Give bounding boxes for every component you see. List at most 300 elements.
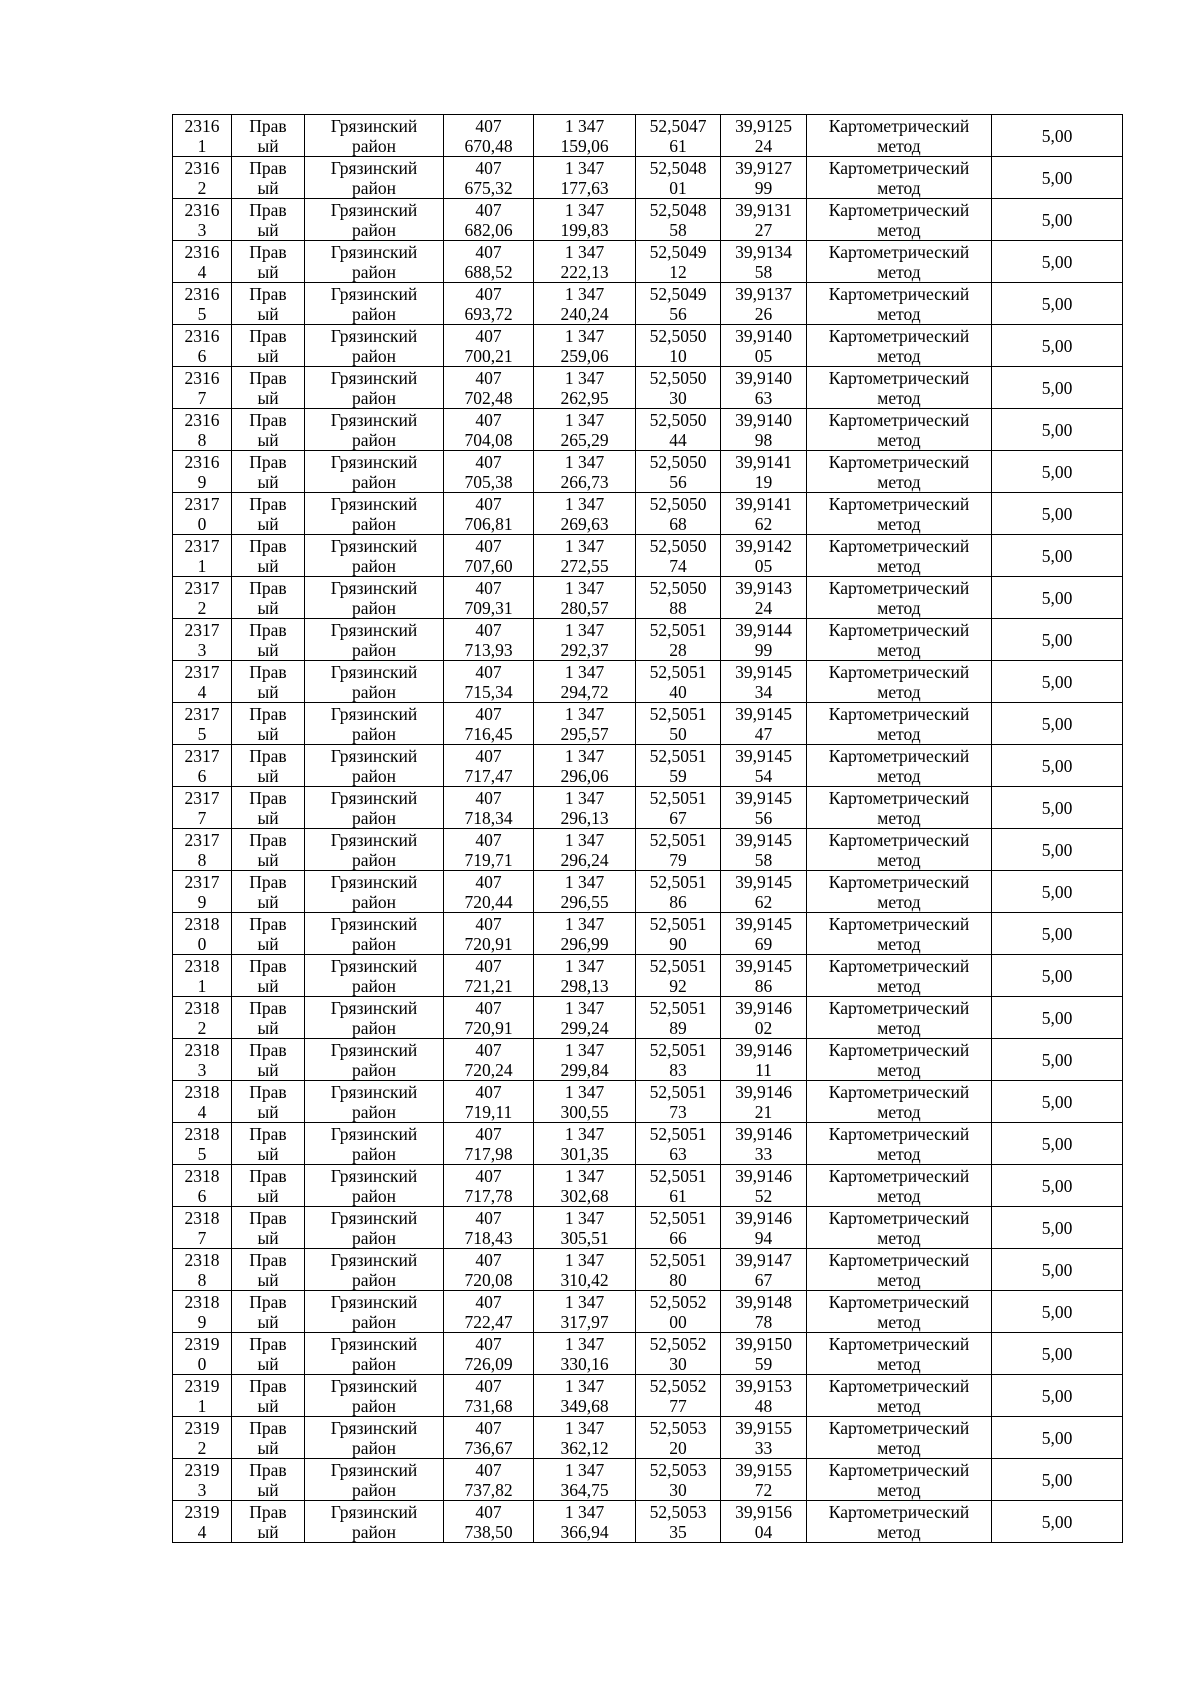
cell-y-coordinate-line: 1 347 bbox=[564, 325, 605, 346]
cell-method bbox=[807, 619, 992, 661]
cell-point-number-line: 2317 bbox=[184, 535, 220, 556]
cell-x-coordinate-line: 688,52 bbox=[464, 261, 513, 282]
cell-latitude-line: 83 bbox=[669, 1059, 687, 1080]
cell-latitude bbox=[636, 1375, 721, 1417]
cell-latitude-line: 61 bbox=[669, 1185, 687, 1206]
cell-x-coordinate bbox=[444, 703, 534, 745]
cell-longitude bbox=[721, 1459, 807, 1501]
table-row bbox=[173, 577, 1123, 619]
cell-x-coordinate-line: 407 bbox=[475, 1375, 502, 1396]
cell-accuracy: 5,00 bbox=[992, 829, 1123, 871]
cell-bank-side-line: ый bbox=[257, 261, 279, 282]
cell-y-coordinate bbox=[534, 1291, 636, 1333]
cell-longitude-line: 62 bbox=[754, 891, 773, 912]
cell-point-number-line: 2317 bbox=[184, 577, 220, 598]
cell-latitude-line: 52,5048 bbox=[649, 199, 707, 220]
cell-bank-side-line: ый bbox=[257, 723, 279, 744]
cell-latitude-line: 50 bbox=[669, 723, 687, 744]
cell-bank-side-line: Прав bbox=[249, 1039, 287, 1060]
cell-method-line: Картометрический bbox=[828, 745, 970, 766]
cell-latitude-line: 52,5051 bbox=[649, 787, 707, 808]
table-row bbox=[173, 451, 1123, 493]
cell-method-line: метод bbox=[877, 1353, 921, 1374]
cell-bank-side-line: ый bbox=[257, 933, 279, 954]
cell-point-number-line: 2316 bbox=[184, 199, 220, 220]
cell-district-line: район bbox=[352, 219, 396, 240]
cell-x-coordinate-line: 407 bbox=[475, 997, 502, 1018]
cell-x-coordinate bbox=[444, 661, 534, 703]
cell-district bbox=[305, 1081, 444, 1123]
cell-latitude-line: 52,5051 bbox=[649, 1207, 707, 1228]
cell-latitude bbox=[636, 787, 721, 829]
cell-method-line: Картометрический bbox=[828, 997, 970, 1018]
cell-y-coordinate-line: 296,13 bbox=[560, 807, 609, 828]
cell-longitude-line: 94 bbox=[754, 1227, 773, 1248]
cell-longitude-line: 39,9145 bbox=[735, 661, 792, 682]
cell-point-number bbox=[173, 451, 232, 493]
cell-x-coordinate-line: 719,71 bbox=[464, 849, 513, 870]
cell-method bbox=[807, 1165, 992, 1207]
cell-bank-side-line: ый bbox=[257, 975, 279, 996]
cell-y-coordinate-line: 1 347 bbox=[564, 703, 605, 724]
cell-x-coordinate bbox=[444, 1333, 534, 1375]
cell-x-coordinate-line: 720,44 bbox=[464, 891, 513, 912]
cell-longitude bbox=[721, 1501, 807, 1543]
cell-latitude-line: 52,5053 bbox=[649, 1501, 707, 1522]
cell-longitude-line: 39,9140 bbox=[735, 325, 792, 346]
cell-x-coordinate-line: 407 bbox=[475, 535, 502, 556]
cell-point-number-line: 2318 bbox=[184, 913, 220, 934]
cell-method-line: метод bbox=[877, 933, 921, 954]
cell-longitude bbox=[721, 829, 807, 871]
cell-bank-side bbox=[232, 703, 305, 745]
cell-district-line: Грязинский bbox=[330, 1501, 418, 1522]
cell-point-number-line: 2316 bbox=[184, 325, 220, 346]
cell-x-coordinate-line: 720,24 bbox=[464, 1059, 513, 1080]
cell-latitude-line: 52,5051 bbox=[649, 871, 707, 892]
cell-point-number bbox=[173, 115, 232, 157]
cell-longitude-line: 39,9145 bbox=[735, 871, 792, 892]
cell-y-coordinate-line: 1 347 bbox=[564, 199, 605, 220]
cell-district bbox=[305, 409, 444, 451]
cell-bank-side-line: ый bbox=[257, 1395, 279, 1416]
cell-y-coordinate-line: 1 347 bbox=[564, 283, 605, 304]
cell-bank-side-line: ый bbox=[257, 1143, 279, 1164]
table-row bbox=[173, 829, 1123, 871]
cell-x-coordinate bbox=[444, 115, 534, 157]
cell-accuracy: 5,00 bbox=[992, 367, 1123, 409]
cell-y-coordinate-line: 262,95 bbox=[560, 387, 609, 408]
cell-x-coordinate bbox=[444, 451, 534, 493]
cell-x-coordinate bbox=[444, 955, 534, 997]
cell-district-line: район bbox=[352, 429, 396, 450]
cell-bank-side bbox=[232, 829, 305, 871]
cell-point-number bbox=[173, 241, 232, 283]
cell-y-coordinate-line: 266,73 bbox=[560, 471, 609, 492]
cell-x-coordinate-line: 407 bbox=[475, 1291, 502, 1312]
cell-district-line: Грязинский bbox=[330, 1165, 418, 1186]
cell-method bbox=[807, 1207, 992, 1249]
cell-latitude-line: 52,5047 bbox=[649, 115, 707, 136]
cell-method-line: метод bbox=[877, 219, 921, 240]
cell-latitude bbox=[636, 409, 721, 451]
cell-longitude bbox=[721, 409, 807, 451]
cell-latitude-line: 66 bbox=[669, 1227, 687, 1248]
table-row bbox=[173, 535, 1123, 577]
cell-point-number-line: 2 bbox=[197, 177, 207, 198]
cell-y-coordinate-line: 299,24 bbox=[560, 1017, 609, 1038]
cell-district-line: Грязинский bbox=[330, 409, 418, 430]
cell-point-number-line: 1 bbox=[197, 555, 207, 576]
cell-longitude-line: 39,9146 bbox=[735, 1081, 792, 1102]
cell-bank-side-line: ый bbox=[257, 849, 279, 870]
cell-latitude bbox=[636, 1291, 721, 1333]
cell-x-coordinate bbox=[444, 997, 534, 1039]
cell-y-coordinate bbox=[534, 115, 636, 157]
cell-method-line: Картометрический bbox=[828, 661, 970, 682]
table-row bbox=[173, 997, 1123, 1039]
cell-method-line: Картометрический bbox=[828, 1207, 970, 1228]
cell-method-line: метод bbox=[877, 513, 921, 534]
cell-longitude-line: 39,9156 bbox=[735, 1501, 792, 1522]
cell-bank-side-line: ый bbox=[257, 597, 279, 618]
cell-y-coordinate-line: 199,83 bbox=[560, 219, 609, 240]
cell-y-coordinate-line: 1 347 bbox=[564, 1123, 605, 1144]
cell-point-number bbox=[173, 199, 232, 241]
cell-latitude-line: 52,5051 bbox=[649, 1165, 707, 1186]
cell-x-coordinate-line: 407 bbox=[475, 283, 502, 304]
cell-longitude-line: 98 bbox=[754, 429, 773, 450]
cell-bank-side bbox=[232, 493, 305, 535]
cell-y-coordinate-line: 296,55 bbox=[560, 891, 609, 912]
cell-point-number-line: 2319 bbox=[184, 1375, 220, 1396]
cell-method bbox=[807, 157, 992, 199]
cell-bank-side-line: ый bbox=[257, 1101, 279, 1122]
cell-y-coordinate-line: 1 347 bbox=[564, 1375, 605, 1396]
cell-longitude-line: 39,9125 bbox=[735, 115, 792, 136]
cell-bank-side bbox=[232, 367, 305, 409]
cell-district-line: район bbox=[352, 261, 396, 282]
cell-point-number-line: 2316 bbox=[184, 115, 220, 136]
cell-district-line: Грязинский bbox=[330, 199, 418, 220]
cell-x-coordinate-line: 726,09 bbox=[464, 1353, 513, 1374]
table-row bbox=[173, 283, 1123, 325]
cell-latitude-line: 79 bbox=[669, 849, 687, 870]
cell-bank-side-line: ый bbox=[257, 1521, 279, 1542]
cell-x-coordinate-line: 407 bbox=[475, 1417, 502, 1438]
cell-point-number-line: 9 bbox=[197, 891, 207, 912]
cell-accuracy: 5,00 bbox=[992, 1207, 1123, 1249]
cell-bank-side bbox=[232, 955, 305, 997]
cell-x-coordinate-line: 721,21 bbox=[464, 975, 513, 996]
cell-method-line: Картометрический bbox=[828, 619, 970, 640]
cell-longitude-line: 62 bbox=[754, 513, 773, 534]
cell-x-coordinate-line: 722,47 bbox=[464, 1311, 513, 1332]
cell-longitude bbox=[721, 703, 807, 745]
cell-latitude bbox=[636, 1039, 721, 1081]
cell-x-coordinate-line: 720,91 bbox=[464, 933, 513, 954]
cell-longitude-line: 39,9150 bbox=[735, 1333, 792, 1354]
cell-longitude-line: 24 bbox=[754, 135, 773, 156]
cell-bank-side-line: ый bbox=[257, 1269, 279, 1290]
cell-district-line: Грязинский bbox=[330, 829, 418, 850]
cell-longitude-line: 54 bbox=[754, 765, 773, 786]
cell-district-line: район bbox=[352, 1143, 396, 1164]
cell-x-coordinate-line: 736,67 bbox=[464, 1437, 513, 1458]
cell-point-number-line: 3 bbox=[197, 639, 207, 660]
cell-method-line: Картометрический bbox=[828, 283, 970, 304]
cell-district bbox=[305, 1501, 444, 1543]
cell-bank-side-line: ый bbox=[257, 345, 279, 366]
cell-latitude-line: 58 bbox=[669, 219, 687, 240]
cell-accuracy: 5,00 bbox=[992, 745, 1123, 787]
cell-longitude-line: 39,9146 bbox=[735, 1165, 792, 1186]
cell-x-coordinate bbox=[444, 745, 534, 787]
cell-longitude bbox=[721, 787, 807, 829]
cell-method bbox=[807, 1291, 992, 1333]
cell-longitude-line: 39,9141 bbox=[735, 451, 792, 472]
cell-bank-side bbox=[232, 997, 305, 1039]
cell-y-coordinate-line: 364,75 bbox=[560, 1479, 609, 1500]
cell-y-coordinate-line: 1 347 bbox=[564, 661, 605, 682]
cell-latitude-line: 52,5050 bbox=[649, 451, 707, 472]
cell-longitude-line: 63 bbox=[754, 387, 773, 408]
cell-longitude-line: 39,9148 bbox=[735, 1291, 792, 1312]
cell-point-number-line: 2317 bbox=[184, 703, 220, 724]
table-row bbox=[173, 1375, 1123, 1417]
cell-bank-side-line: Прав bbox=[249, 493, 287, 514]
cell-method bbox=[807, 451, 992, 493]
cell-point-number-line: 2318 bbox=[184, 1039, 220, 1060]
cell-latitude-line: 52,5052 bbox=[649, 1333, 707, 1354]
cell-bank-side-line: Прав bbox=[249, 1081, 287, 1102]
cell-method bbox=[807, 703, 992, 745]
cell-latitude-line: 44 bbox=[669, 429, 687, 450]
cell-longitude-line: 39,9140 bbox=[735, 367, 792, 388]
cell-point-number-line: 2318 bbox=[184, 955, 220, 976]
cell-x-coordinate-line: 407 bbox=[475, 871, 502, 892]
cell-y-coordinate-line: 1 347 bbox=[564, 745, 605, 766]
cell-point-number-line: 2 bbox=[197, 1017, 207, 1038]
cell-longitude-line: 19 bbox=[754, 471, 773, 492]
cell-y-coordinate bbox=[534, 535, 636, 577]
cell-district-line: Грязинский bbox=[330, 745, 418, 766]
cell-district bbox=[305, 1375, 444, 1417]
cell-point-number bbox=[173, 661, 232, 703]
cell-method-line: метод bbox=[877, 135, 921, 156]
cell-bank-side bbox=[232, 1333, 305, 1375]
cell-method-line: Картометрический bbox=[828, 1165, 970, 1186]
cell-method bbox=[807, 493, 992, 535]
cell-accuracy: 5,00 bbox=[992, 1165, 1123, 1207]
cell-method bbox=[807, 1081, 992, 1123]
cell-x-coordinate bbox=[444, 913, 534, 955]
cell-y-coordinate bbox=[534, 1375, 636, 1417]
cell-x-coordinate-line: 407 bbox=[475, 787, 502, 808]
cell-longitude bbox=[721, 535, 807, 577]
cell-point-number bbox=[173, 535, 232, 577]
cell-bank-side-line: Прав bbox=[249, 157, 287, 178]
cell-x-coordinate-line: 705,38 bbox=[464, 471, 513, 492]
cell-y-coordinate-line: 1 347 bbox=[564, 871, 605, 892]
cell-district-line: Грязинский bbox=[330, 1459, 418, 1480]
cell-district bbox=[305, 1333, 444, 1375]
cell-longitude-line: 58 bbox=[754, 261, 773, 282]
cell-bank-side-line: Прав bbox=[249, 1291, 287, 1312]
cell-point-number bbox=[173, 1333, 232, 1375]
cell-latitude-line: 52,5051 bbox=[649, 829, 707, 850]
cell-latitude-line: 52,5053 bbox=[649, 1459, 707, 1480]
cell-y-coordinate-line: 272,55 bbox=[560, 555, 609, 576]
cell-x-coordinate bbox=[444, 241, 534, 283]
cell-method-line: Картометрический bbox=[828, 703, 970, 724]
cell-longitude-line: 39,9146 bbox=[735, 1123, 792, 1144]
cell-district bbox=[305, 115, 444, 157]
cell-method-line: Картометрический bbox=[828, 325, 970, 346]
cell-latitude-line: 00 bbox=[669, 1311, 687, 1332]
cell-longitude bbox=[721, 1081, 807, 1123]
cell-y-coordinate-line: 1 347 bbox=[564, 367, 605, 388]
cell-latitude bbox=[636, 1207, 721, 1249]
cell-y-coordinate-line: 300,55 bbox=[560, 1101, 609, 1122]
cell-latitude-line: 52,5050 bbox=[649, 535, 707, 556]
cell-latitude-line: 01 bbox=[669, 177, 687, 198]
cell-x-coordinate-line: 717,78 bbox=[464, 1185, 513, 1206]
cell-point-number-line: 2318 bbox=[184, 1207, 220, 1228]
cell-x-coordinate-line: 407 bbox=[475, 1459, 502, 1480]
cell-point-number-line: 2319 bbox=[184, 1333, 220, 1354]
cell-accuracy: 5,00 bbox=[992, 157, 1123, 199]
cell-y-coordinate-line: 1 347 bbox=[564, 955, 605, 976]
cell-latitude bbox=[636, 367, 721, 409]
cell-point-number bbox=[173, 913, 232, 955]
cell-bank-side-line: Прав bbox=[249, 1459, 287, 1480]
cell-method bbox=[807, 661, 992, 703]
cell-x-coordinate-line: 719,11 bbox=[464, 1101, 513, 1122]
cell-longitude-line: 33 bbox=[754, 1437, 773, 1458]
cell-longitude-line: 04 bbox=[754, 1521, 773, 1542]
cell-longitude-line: 39,9153 bbox=[735, 1375, 792, 1396]
cell-bank-side bbox=[232, 451, 305, 493]
cell-latitude bbox=[636, 1459, 721, 1501]
cell-longitude bbox=[721, 913, 807, 955]
cell-district-line: район bbox=[352, 1269, 396, 1290]
cell-x-coordinate-line: 675,32 bbox=[464, 177, 513, 198]
cell-bank-side-line: Прав bbox=[249, 829, 287, 850]
cell-point-number bbox=[173, 829, 232, 871]
cell-method-line: метод bbox=[877, 975, 921, 996]
cell-method-line: метод bbox=[877, 1227, 921, 1248]
cell-latitude bbox=[636, 1165, 721, 1207]
cell-method-line: Картометрический bbox=[828, 451, 970, 472]
cell-longitude bbox=[721, 1375, 807, 1417]
cell-longitude-line: 05 bbox=[754, 555, 773, 576]
cell-point-number-line: 3 bbox=[197, 1479, 207, 1500]
cell-y-coordinate-line: 1 347 bbox=[564, 493, 605, 514]
cell-x-coordinate bbox=[444, 1417, 534, 1459]
cell-y-coordinate bbox=[534, 1165, 636, 1207]
cell-bank-side-line: Прав bbox=[249, 283, 287, 304]
cell-point-number bbox=[173, 409, 232, 451]
cell-x-coordinate-line: 407 bbox=[475, 1123, 502, 1144]
table-row bbox=[173, 1123, 1123, 1165]
cell-latitude-line: 35 bbox=[669, 1521, 687, 1542]
cell-point-number-line: 2317 bbox=[184, 745, 220, 766]
table-row bbox=[173, 241, 1123, 283]
cell-accuracy: 5,00 bbox=[992, 661, 1123, 703]
cell-point-number-line: 6 bbox=[197, 1185, 207, 1206]
cell-bank-side-line: Прав bbox=[249, 661, 287, 682]
cell-district bbox=[305, 871, 444, 913]
cell-district-line: Грязинский bbox=[330, 913, 418, 934]
cell-latitude bbox=[636, 283, 721, 325]
cell-x-coordinate-line: 407 bbox=[475, 1165, 502, 1186]
cell-accuracy: 5,00 bbox=[992, 997, 1123, 1039]
cell-bank-side-line: Прав bbox=[249, 745, 287, 766]
cell-y-coordinate-line: 1 347 bbox=[564, 1165, 605, 1186]
cell-point-number bbox=[173, 1291, 232, 1333]
cell-district bbox=[305, 703, 444, 745]
cell-y-coordinate-line: 1 347 bbox=[564, 619, 605, 640]
cell-method bbox=[807, 1417, 992, 1459]
cell-method-line: Картометрический bbox=[828, 1333, 970, 1354]
cell-x-coordinate bbox=[444, 1375, 534, 1417]
cell-bank-side bbox=[232, 1207, 305, 1249]
cell-y-coordinate bbox=[534, 1207, 636, 1249]
cell-y-coordinate-line: 1 347 bbox=[564, 409, 605, 430]
cell-district-line: Грязинский bbox=[330, 577, 418, 598]
cell-bank-side-line: ый bbox=[257, 1017, 279, 1038]
cell-point-number bbox=[173, 1123, 232, 1165]
cell-accuracy: 5,00 bbox=[992, 1039, 1123, 1081]
cell-point-number-line: 2316 bbox=[184, 283, 220, 304]
cell-bank-side bbox=[232, 661, 305, 703]
cell-latitude-line: 61 bbox=[669, 135, 687, 156]
cell-district-line: район bbox=[352, 1017, 396, 1038]
cell-y-coordinate-line: 362,12 bbox=[560, 1437, 609, 1458]
cell-district bbox=[305, 1039, 444, 1081]
cell-district-line: район bbox=[352, 597, 396, 618]
cell-bank-side bbox=[232, 535, 305, 577]
cell-point-number-line: 6 bbox=[197, 765, 207, 786]
cell-point-number-line: 7 bbox=[197, 387, 207, 408]
table-row bbox=[173, 1081, 1123, 1123]
cell-y-coordinate bbox=[534, 577, 636, 619]
cell-y-coordinate-line: 1 347 bbox=[564, 451, 605, 472]
cell-point-number-line: 8 bbox=[197, 429, 207, 450]
cell-accuracy: 5,00 bbox=[992, 199, 1123, 241]
cell-method-line: метод bbox=[877, 429, 921, 450]
cell-district-line: Грязинский bbox=[330, 1249, 418, 1270]
cell-district-line: Грязинский bbox=[330, 661, 418, 682]
cell-bank-side bbox=[232, 199, 305, 241]
cell-latitude bbox=[636, 115, 721, 157]
cell-longitude-line: 39,9141 bbox=[735, 493, 792, 514]
cell-accuracy: 5,00 bbox=[992, 577, 1123, 619]
cell-latitude bbox=[636, 1249, 721, 1291]
cell-y-coordinate-line: 259,06 bbox=[560, 345, 609, 366]
cell-y-coordinate bbox=[534, 955, 636, 997]
cell-longitude bbox=[721, 157, 807, 199]
cell-latitude-line: 56 bbox=[669, 303, 687, 324]
cell-longitude bbox=[721, 871, 807, 913]
cell-latitude bbox=[636, 1123, 721, 1165]
cell-y-coordinate-line: 298,13 bbox=[560, 975, 609, 996]
cell-longitude-line: 39,9145 bbox=[735, 955, 792, 976]
cell-accuracy: 5,00 bbox=[992, 409, 1123, 451]
cell-longitude-line: 39,9145 bbox=[735, 745, 792, 766]
cell-district-line: район bbox=[352, 765, 396, 786]
